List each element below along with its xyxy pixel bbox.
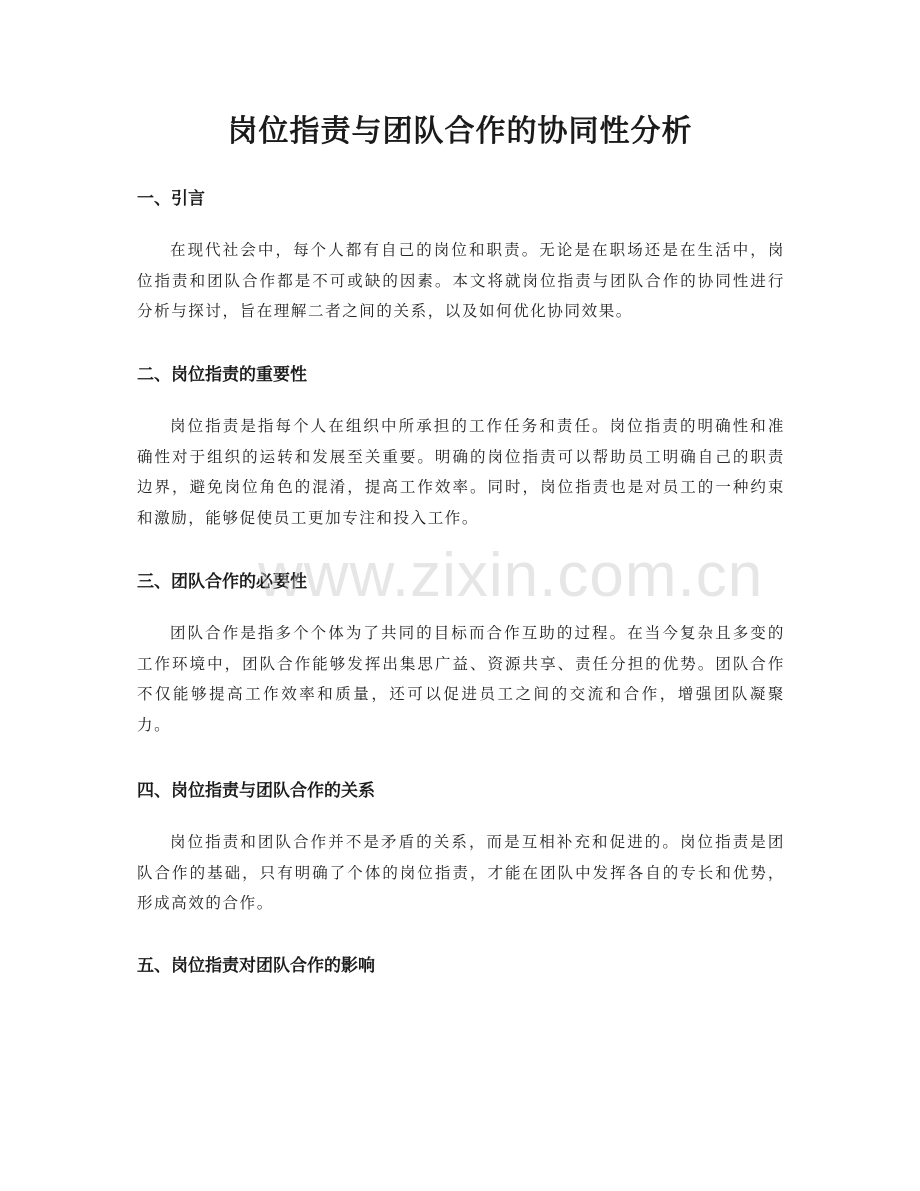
section-heading: 一、引言 xyxy=(137,189,205,209)
section-paragraph: 岗位指责和团队合作并不是矛盾的关系，而是互相补充和促进的。岗位指责是团队合作的基础，只有明确了个体的岗位指责，才能在团队中发挥各自的专长和优势，形成高效的合作。 xyxy=(137,833,785,912)
section-influence xyxy=(137,953,785,979)
section-paragraph: 岗位指责是指每个人在组织中所承担的工作任务和责任。岗位指责的明确性和准确性对于组织的运转和发展至关重要。明确的岗位指责可以帮助员工明确自己的职责边界，避免岗位角色的混淆，提高工作效率。同时，岗位指责也是对员工的一种约束和激励，能够促使员工更加专注和投入工作。 xyxy=(137,417,785,527)
section-paragraph: 在现代社会中，每个人都有自己的岗位和职责。无论是在职场还是在生活中，岗位指责和团队合作都是不可或缺的因素。本文将就岗位指责与团队合作的协同性进行分析与探讨，旨在理解二者之间的关系，以及如何优化协同效果。 xyxy=(137,241,785,320)
section-teamwork-necessity xyxy=(137,569,785,740)
section-heading: 二、岗位指责的重要性 xyxy=(137,365,307,385)
section-introduction xyxy=(137,186,785,327)
watermark: www.zixin.com.cn xyxy=(258,541,764,610)
section-heading: 五、岗位指责对团队合作的影响 xyxy=(137,956,375,976)
section-heading: 四、岗位指责与团队合作的关系 xyxy=(137,781,375,801)
section-relationship xyxy=(137,778,785,919)
document-title: 岗位指责与团队合作的协同性分析 xyxy=(227,114,693,149)
section-heading: 三、团队合作的必要性 xyxy=(137,572,307,592)
section-job-responsibility-importance xyxy=(137,362,785,533)
section-paragraph: 团队合作是指多个个体为了共同的目标而合作互助的过程。在当今复杂且多变的工作环境中，团队合作能够发挥出集思广益、资源共享、责任分担的优势。团队合作不仅能够提高工作效率和质量，还可以促进员工之间的交流和合作，增强团队凝聚力。 xyxy=(137,624,785,734)
